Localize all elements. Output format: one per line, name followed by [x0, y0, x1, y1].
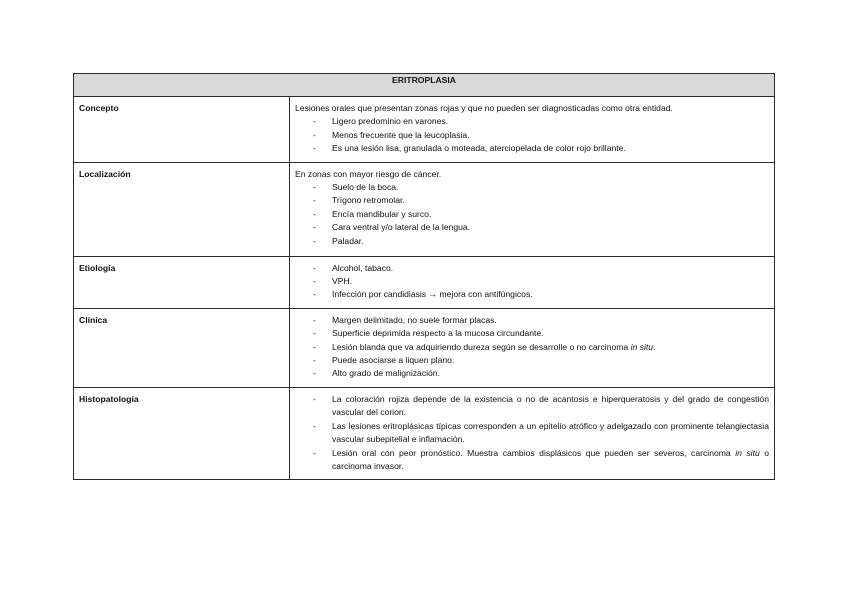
list-item: - Las lesiones eritroplásicas típicas corresponden a un epitelio atrófico y adelgazado con prominente telangiectasia vascular subepitelial e inflamación.: [313, 420, 769, 445]
list-item: - Superficie deprimida respecto a la mucosa circundante.: [313, 328, 544, 339]
row-content-clinica: [290, 308, 775, 387]
list-item: - Infección por candidiasis → mejora con antifúngicos.: [313, 289, 533, 300]
list-item: - Margen delimitado, no suele formar placas.: [313, 314, 497, 325]
bullet-list: [295, 262, 769, 302]
row-label-clinica: Clínica: [74, 308, 290, 387]
list-item: - Encía mandibular y surco.: [313, 208, 432, 219]
bullet-list: [295, 115, 769, 155]
bullet-list: [295, 181, 769, 248]
table-row: [74, 308, 775, 387]
bullet-list: [295, 393, 769, 473]
list-item: - Ligero predominio en varones.: [313, 116, 449, 127]
row-content-localizacion: [290, 162, 775, 256]
row-content-etiologia: [290, 256, 775, 308]
list-item: - Trígono retromolar.: [313, 195, 405, 206]
row-content-histopatologia: [290, 387, 775, 479]
row-label-localizacion: Localización: [74, 162, 290, 256]
table-title: ERITROPLASIA: [74, 74, 775, 97]
row-intro: Lesiones orales que presentan zonas rojas y que no pueden ser diagnosticadas como otra entidad.: [295, 103, 673, 113]
table-row: [74, 256, 775, 308]
list-item: - Puede asociarse a liquen plano.: [313, 355, 455, 366]
list-item: - VPH.: [313, 276, 353, 287]
row-label-etiologia: Etiología: [74, 256, 290, 308]
row-label-histopatologia: Histopatología: [74, 387, 290, 479]
list-item: - Menos frecuente que la leucoplasia.: [313, 129, 470, 140]
row-label-concepto: Concepto: [74, 97, 290, 163]
table-row: [74, 97, 775, 163]
list-item: - Lesión blanda que va adquiriendo dureza según se desarrolle o no carcinoma in situ.: [313, 341, 656, 352]
list-item: - Alto grado de malignización.: [313, 368, 440, 379]
list-item: - Paladar.: [313, 235, 364, 246]
list-item: - Suelo de la boca.: [313, 182, 399, 193]
bullet-list: [295, 314, 769, 381]
row-content-concepto: [290, 97, 775, 163]
list-item: - Cara ventral y/o lateral de la lengua.: [313, 222, 471, 233]
table-header-row: [74, 74, 775, 97]
table-row: [74, 162, 775, 256]
eritroplasia-table: [73, 73, 775, 480]
list-item: - Lesión oral con peor pronóstico. Muestra cambios displásicos que pueden ser severos, carcinoma in situ o carcinoma invasor.: [313, 447, 769, 471]
row-intro: En zonas con mayor riesgo de cáncer.: [295, 168, 442, 179]
table-row: [74, 387, 775, 479]
list-item: - La coloración rojiza depende de la existencia o no de acantosis e hiperqueratosis y del grado de congestión vascular del corion.: [313, 393, 769, 418]
list-item: - Alcohol, tabaco.: [313, 262, 394, 273]
list-item: - Es una lesión lisa, granulada o moteada, aterciopelada de color rojo brillante.: [313, 143, 626, 154]
